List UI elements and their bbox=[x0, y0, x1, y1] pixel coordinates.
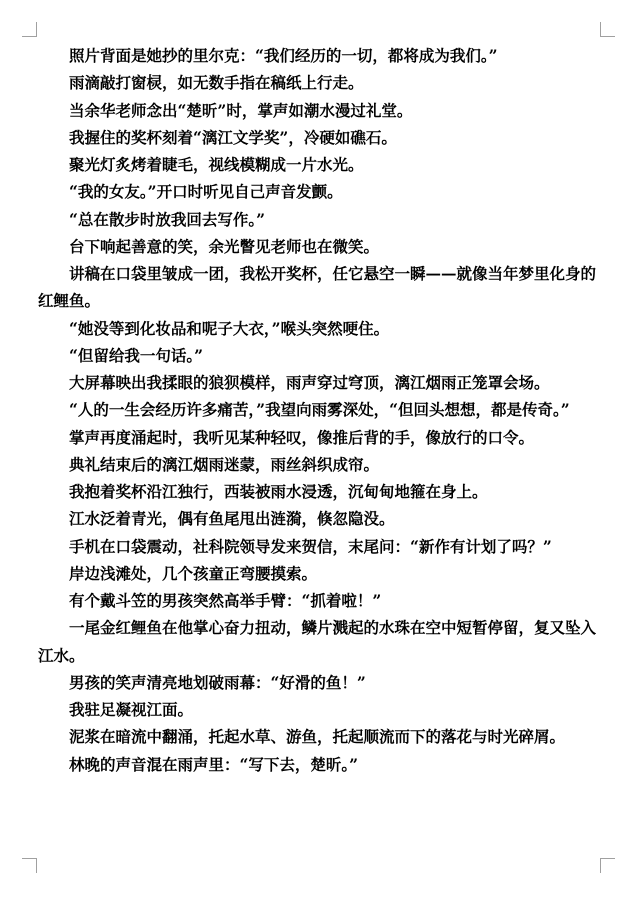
paragraph: 男孩的笑声清亮地划破雨幕：“好滑的鱼！” bbox=[69, 672, 366, 692]
corner-mark-bottom-right bbox=[600, 858, 615, 873]
paragraph: 林晚的声音混在雨声里：“写下去，楚昕。” bbox=[69, 754, 359, 774]
paragraph: 有个戴斗笠的男孩突然高举手臂：“抓着啦！” bbox=[69, 591, 382, 610]
corner-mark-top-right bbox=[600, 22, 615, 37]
paragraph: 雨滴敲打窗棂，如无数手指在稿纸上行走。 bbox=[69, 73, 364, 93]
paragraph: 掌声再度涌起时，我听见某种轻叹，像推后背的手，像放行的口令。 bbox=[69, 427, 535, 447]
paragraph: 我握住的奖杯刻着“漓江文学奖”，冷硬如礁石。 bbox=[69, 127, 397, 147]
paragraph: 江水泛着青光，偶有鱼尾甩出涟漪，倏忽隐没。 bbox=[69, 509, 395, 529]
paragraph: 泥浆在暗流中翻涌，托起水草、游鱼，托起顺流而下的落花与时光碎屑。 bbox=[69, 727, 566, 747]
paragraph: 岸边浅滩处，几个孩童正弯腰摸索。 bbox=[69, 563, 318, 583]
paragraph: 照片背面是她抄的里尔克：“我们经历的一切，都将成为我们。” bbox=[69, 46, 498, 65]
paragraph: 我抱着奖杯沿江独行，西装被雨水浸透，沉甸甸地箍在身上。 bbox=[69, 482, 488, 501]
paragraph: 我驻足凝视江面。 bbox=[69, 700, 194, 719]
paragraph: 大屏幕映出我揉眼的狼狈模样，雨声穿过穹顶，漓江烟雨正笼罩会场。 bbox=[69, 373, 550, 392]
paragraph: 聚光灯炙烤着睫毛，视线模糊成一片水光。 bbox=[69, 155, 364, 174]
paragraph: “我的女友。”开口时听见自己声音发颤。 bbox=[69, 182, 343, 202]
corner-mark-top-left bbox=[22, 22, 37, 37]
paragraph: 典礼结束后的漓江烟雨迷蒙，雨丝斜织成帘。 bbox=[69, 454, 380, 474]
corner-mark-bottom-left bbox=[22, 858, 37, 873]
paragraph: 台下响起善意的笑，余光瞥见老师也在微笑。 bbox=[69, 236, 380, 256]
paragraph: “人的一生会经历许多痛苦，”我望向雨雾深处，“但回头想想，都是传奇。” bbox=[69, 400, 570, 420]
paragraph: 讲稿在口袋里皱成一团，我松开奖杯，任它悬空一瞬——就像当年梦里化身的红鲤鱼。 bbox=[38, 264, 597, 311]
paragraph: “总在散步时放我回去写作。” bbox=[69, 209, 266, 229]
paragraph: 当余华老师念出“楚昕”时，掌声如潮水漫过礼堂。 bbox=[69, 100, 413, 120]
paragraph: “她没等到化妆品和呢子大衣，”喉头突然哽住。 bbox=[69, 318, 390, 338]
paragraph: 手机在口袋震动，社科院领导发来贺信，末尾问：“新作有计划了吗？” bbox=[69, 536, 552, 556]
paragraph: “但留给我一句话。” bbox=[69, 345, 204, 365]
paragraph: 一尾金红鲤鱼在他掌心奋力扭动，鳞片溅起的水珠在空中短暂停留，复又坠入江水。 bbox=[38, 618, 597, 665]
document-body bbox=[38, 42, 600, 778]
